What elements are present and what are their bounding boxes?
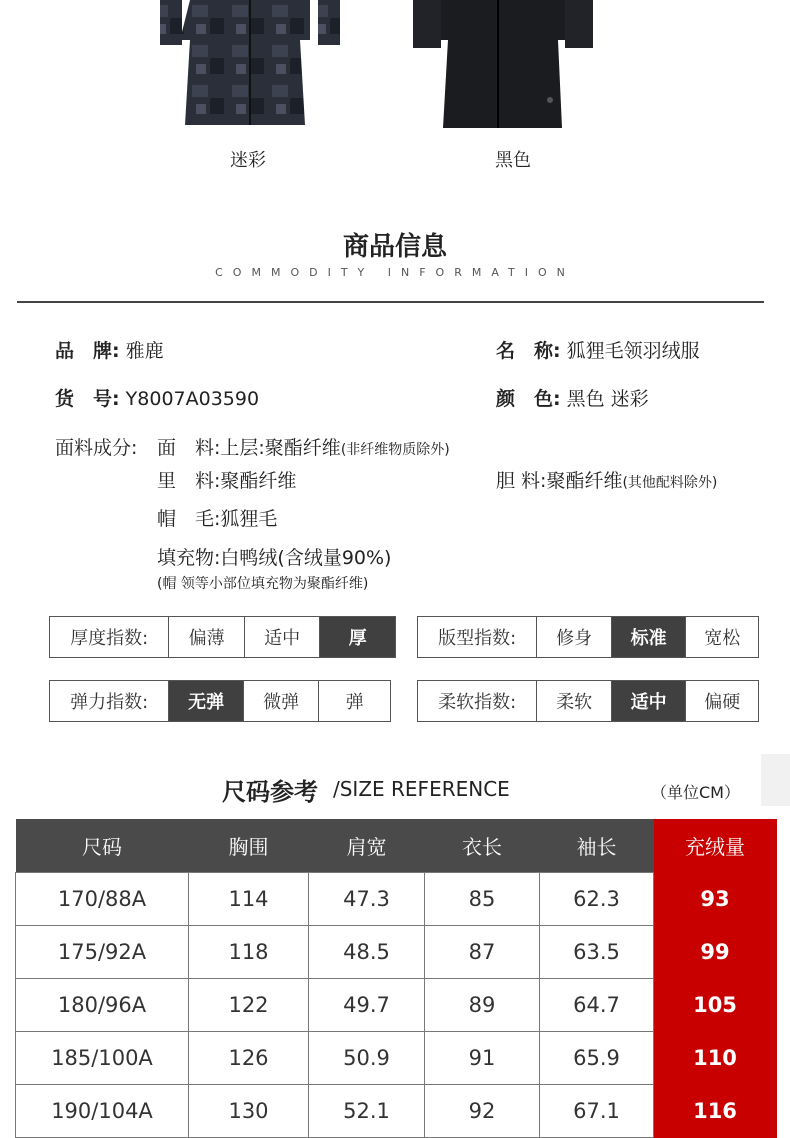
cell-sleeve: 62.3 (540, 873, 654, 926)
elasticity-index-label: 弹力指数: (70, 692, 149, 713)
fit-index (417, 616, 759, 658)
cell-down-fill: 93 (654, 873, 777, 926)
cell-down-fill: 105 (654, 979, 777, 1032)
size-subtitle: /SIZE REFERENCE (333, 777, 510, 801)
cell-length: 91 (425, 1032, 540, 1085)
elasticity-option-selected: 无弹 (168, 681, 243, 721)
name-value: 狐狸毛领羽绒服 (566, 340, 700, 362)
sku-label: 货 号: (55, 388, 120, 410)
size-unit: （单位CM） (651, 783, 740, 802)
fit-option-selected: 标准 (611, 617, 686, 657)
softness-index (417, 680, 759, 722)
cell-sleeve: 63.5 (540, 926, 654, 979)
cell-chest: 118 (189, 926, 309, 979)
hat-label: 帽 毛: (157, 508, 221, 530)
cell-size: 170/88A (16, 873, 189, 926)
header-sleeve: 袖长 (540, 819, 654, 873)
brand-row (55, 336, 164, 363)
cell-length: 89 (425, 979, 540, 1032)
thickness-index (49, 616, 396, 658)
fill-label: 填充物: (157, 547, 221, 569)
table-row (16, 1085, 777, 1138)
header-size: 尺码 (16, 819, 189, 873)
lining-row (157, 466, 296, 493)
fabric-label: 面料成分: (55, 437, 138, 459)
camo-coat-image (150, 0, 350, 130)
side-tab[interactable] (761, 754, 790, 806)
softness-index-label: 柔软指数: (438, 692, 517, 713)
brand-value: 雅鹿 (125, 340, 164, 362)
size-table-header (16, 819, 777, 873)
cell-length: 92 (425, 1085, 540, 1138)
black-coat-image (410, 0, 610, 130)
cell-chest: 122 (189, 979, 309, 1032)
softness-option: 柔软 (536, 681, 611, 721)
softness-option-selected: 适中 (611, 681, 686, 721)
cell-chest: 126 (189, 1032, 309, 1085)
table-row (16, 979, 777, 1032)
cell-size: 190/104A (16, 1085, 189, 1138)
fit-option: 修身 (536, 617, 611, 657)
fill-row (157, 543, 391, 570)
thickness-option: 适中 (244, 617, 320, 657)
sku-row (55, 384, 259, 411)
cell-shoulder: 52.1 (309, 1085, 425, 1138)
cell-shoulder: 50.9 (309, 1032, 425, 1085)
elasticity-option: 微弹 (243, 681, 319, 721)
cell-shoulder: 49.7 (309, 979, 425, 1032)
product-caption-black: 黑色 (495, 150, 531, 171)
table-row (16, 873, 777, 926)
cell-size: 185/100A (16, 1032, 189, 1085)
cell-size: 180/96A (16, 979, 189, 1032)
inner-row (496, 466, 717, 493)
cell-down-fill: 110 (654, 1032, 777, 1085)
inner-label: 胆 料: (496, 470, 547, 492)
elasticity-option: 弹 (318, 681, 390, 721)
color-value: 黑色 迷彩 (566, 388, 649, 410)
cell-sleeve: 67.1 (540, 1085, 654, 1138)
section-subtitle: COMMODITY INFORMATION (215, 266, 575, 279)
fill-value: 白鸭绒(含绒量90%) (220, 547, 392, 569)
divider (17, 301, 764, 303)
cell-sleeve: 64.7 (540, 979, 654, 1032)
header-down-fill: 充绒量 (654, 819, 777, 873)
size-title: 尺码参考 (222, 778, 318, 806)
fit-option: 宽松 (685, 617, 758, 657)
table-row (16, 1032, 777, 1085)
cell-chest: 114 (189, 873, 309, 926)
name-row (496, 336, 700, 363)
name-label: 名 称: (496, 340, 561, 362)
cell-size: 175/92A (16, 926, 189, 979)
face-value: 上层:聚酯纤维 (220, 437, 341, 459)
softness-option: 偏硬 (685, 681, 758, 721)
thickness-option: 偏薄 (168, 617, 244, 657)
cell-down-fill: 116 (654, 1085, 777, 1138)
color-row (496, 384, 649, 411)
brand-label: 品 牌: (55, 340, 120, 362)
face-note: (非纤维物质除外) (340, 442, 450, 458)
cell-shoulder: 48.5 (309, 926, 425, 979)
face-row (157, 433, 450, 460)
color-label: 颜 色: (496, 388, 561, 410)
cell-shoulder: 47.3 (309, 873, 425, 926)
fit-index-label: 版型指数: (438, 628, 517, 649)
thickness-option-selected: 厚 (319, 617, 395, 657)
cell-down-fill: 99 (654, 926, 777, 979)
elasticity-index (49, 680, 391, 722)
fill-note: (帽 领等小部位填充物为聚酯纤维) (157, 576, 369, 592)
thickness-index-label: 厚度指数: (70, 628, 149, 649)
lining-label: 里 料: (157, 470, 221, 492)
cell-length: 87 (425, 926, 540, 979)
lining-value: 聚酯纤维 (220, 470, 297, 492)
inner-value: 聚酯纤维 (546, 470, 623, 492)
header-length: 衣长 (425, 819, 540, 873)
section-title: 商品信息 (342, 232, 447, 262)
hat-row (157, 504, 277, 531)
sku-value: Y8007A03590 (125, 388, 260, 410)
face-label: 面 料: (157, 437, 221, 459)
hat-value: 狐狸毛 (220, 508, 278, 530)
product-caption-camo: 迷彩 (230, 150, 266, 171)
inner-note: (其他配料除外) (622, 475, 718, 491)
header-chest: 胸围 (189, 819, 309, 873)
cell-chest: 130 (189, 1085, 309, 1138)
table-row (16, 926, 777, 979)
header-shoulder: 肩宽 (309, 819, 425, 873)
size-table (15, 819, 777, 1138)
cell-length: 85 (425, 873, 540, 926)
cell-sleeve: 65.9 (540, 1032, 654, 1085)
